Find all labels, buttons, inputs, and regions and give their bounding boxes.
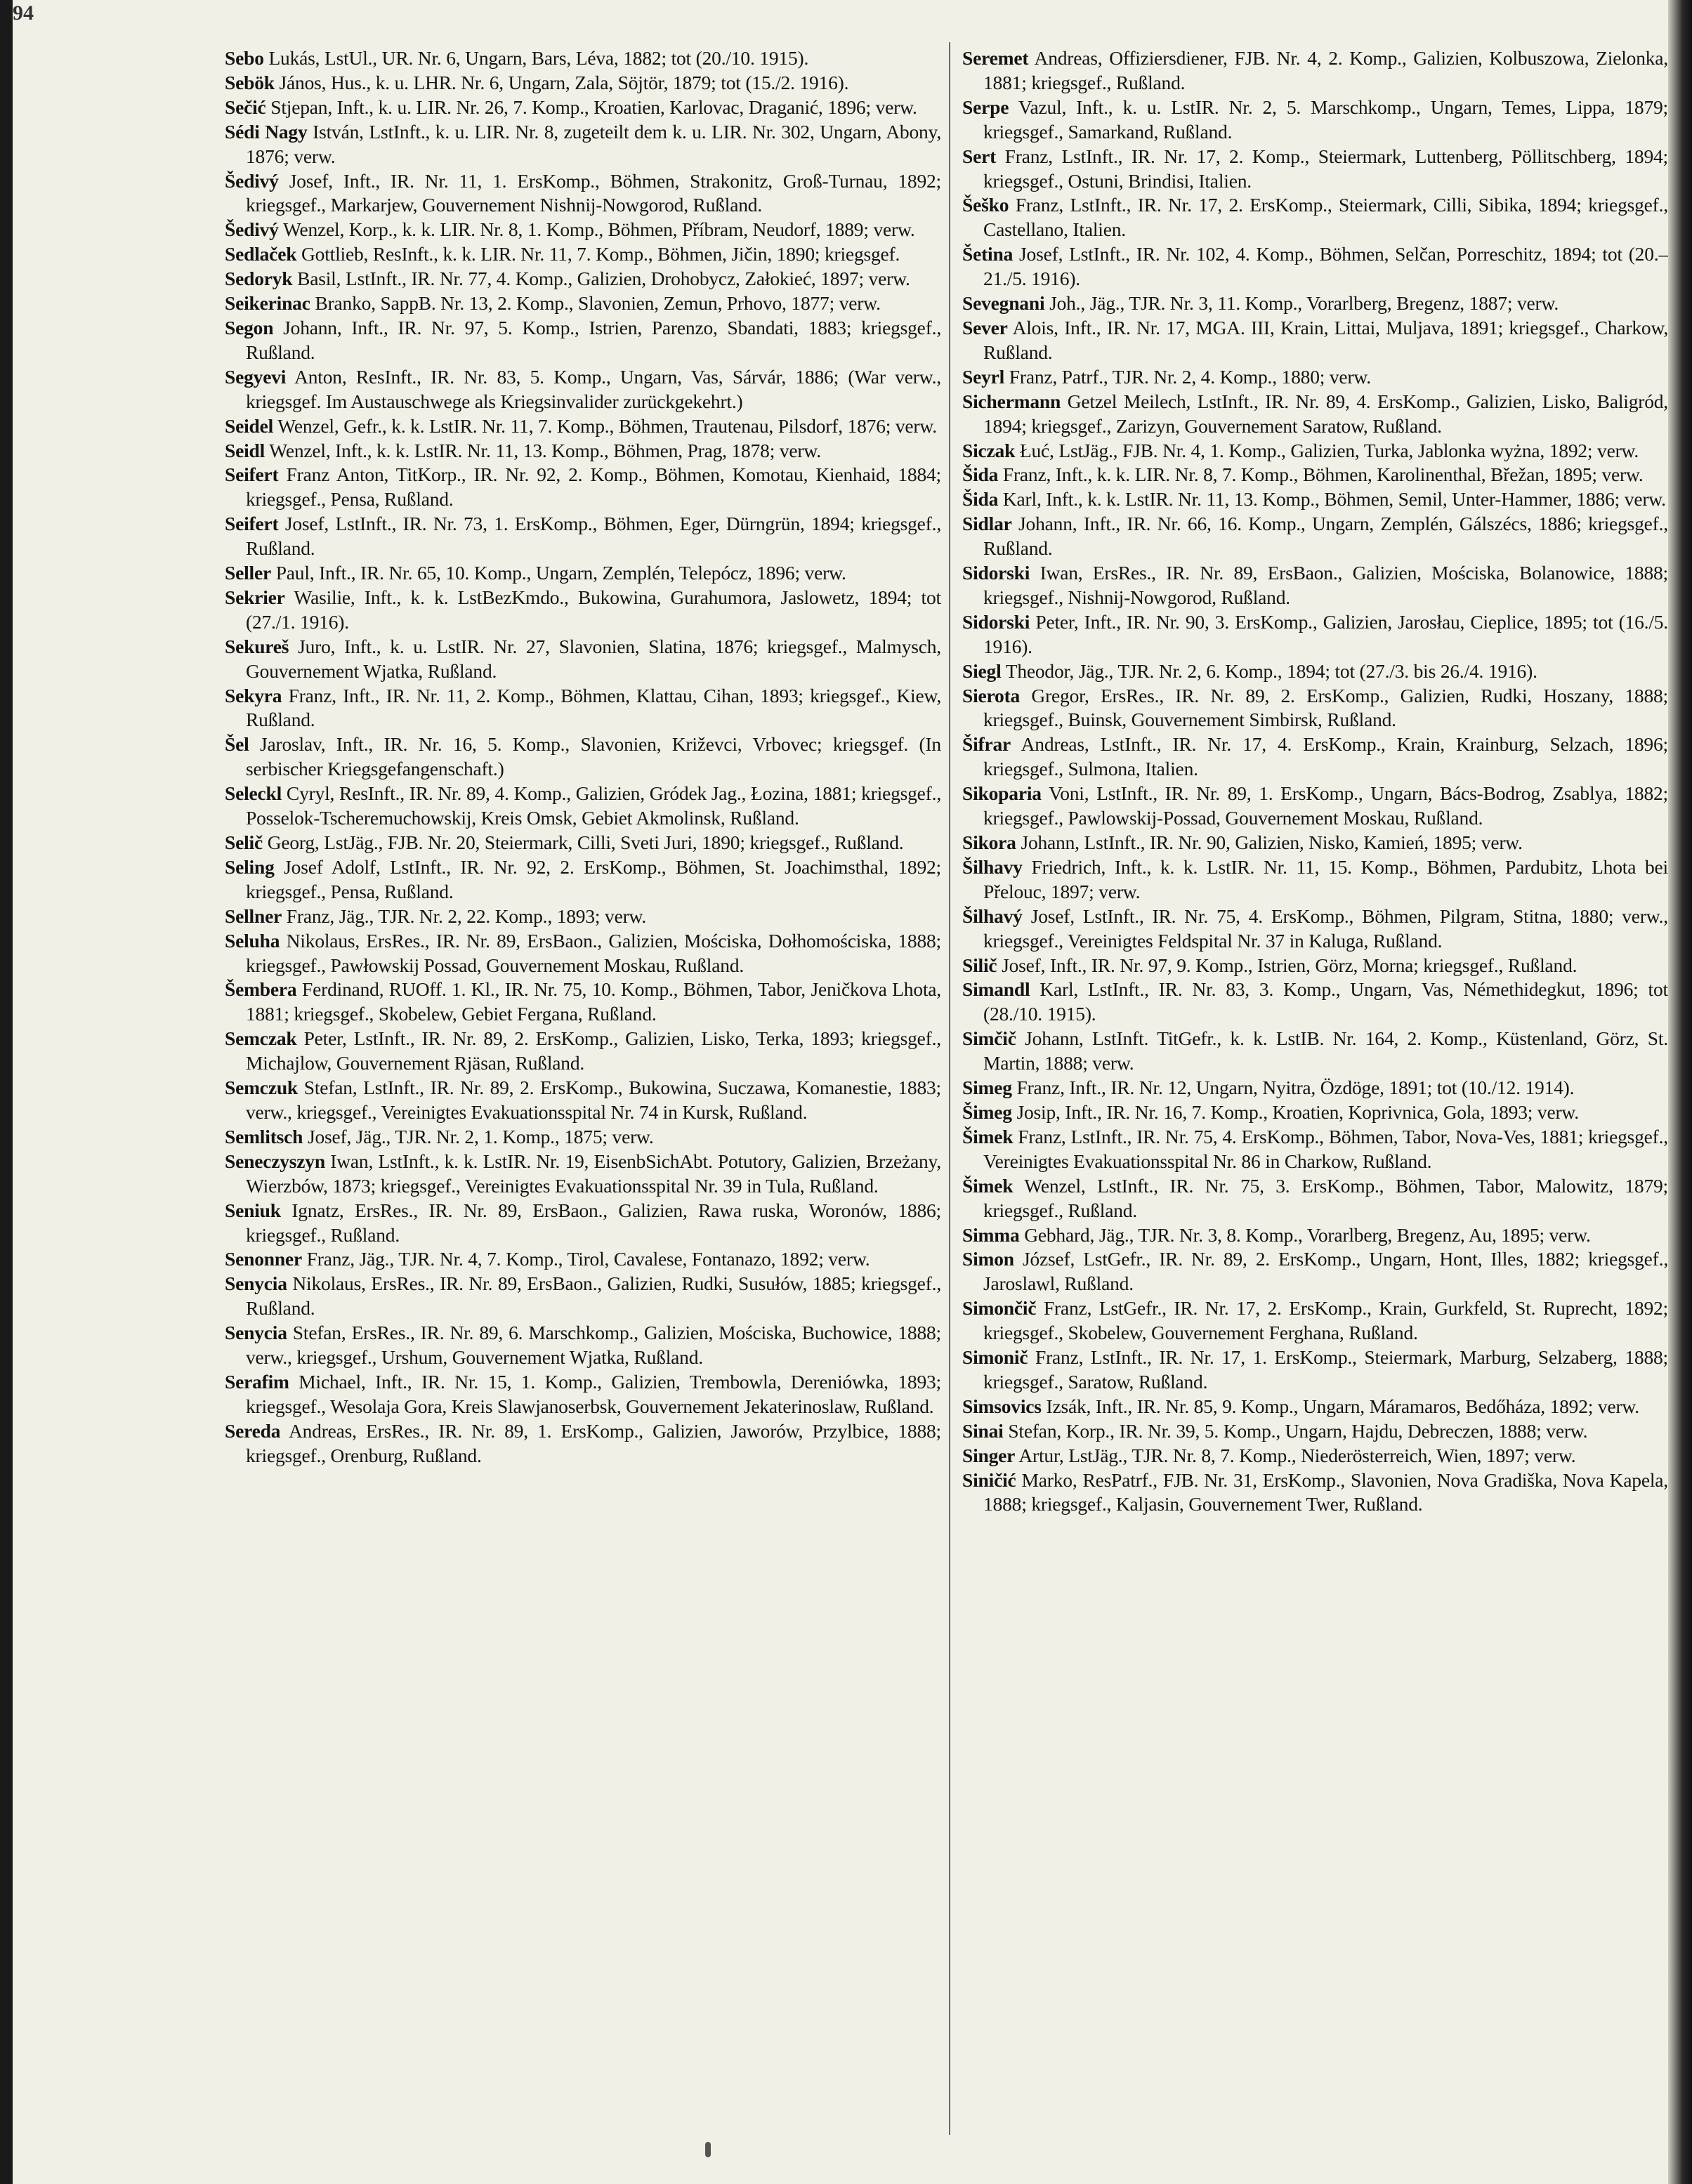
entry-details: Karl, Inft., k. k. LstIR. Nr. 11, 13. Komp., Böhmen, Semil, Unter-Hammer, 1886; verw. bbox=[1002, 488, 1666, 511]
list-entry bbox=[225, 831, 941, 855]
entry-surname: Semczuk bbox=[225, 1077, 299, 1099]
list-entry bbox=[962, 610, 1668, 659]
entry-surname: Semlitsch bbox=[225, 1125, 303, 1147]
entry-surname: Sellner bbox=[225, 904, 282, 927]
entry-details: Theodor, Jäg., TJR. Nr. 2, 6. Komp., 1894; tot (27./3. bis 26./4. 1916). bbox=[1005, 659, 1537, 682]
entry-details: Josef, LstInft., IR. Nr. 75, 4. ErsKomp., Böhmen, Pilgram, Stitna, 1880; verw., kriegsgef., Vereinigtes Feldspital Nr. 37 in Kaluga, Rußland. bbox=[983, 904, 1668, 952]
list-entry bbox=[225, 267, 941, 291]
entry-details: Vazul, Inft., k. u. LstIR. Nr. 2, 5. Marschkomp., Ungarn, Temes, Lippa, 1879; kriegsgef., Samarkand, Rußland. bbox=[983, 96, 1668, 143]
entry-details: Wenzel, Gefr., k. k. LstIR. Nr. 11, 7. Komp., Böhmen, Trautenau, Pilsdorf, 1876; verw. bbox=[277, 414, 937, 437]
entry-surname: Sečić bbox=[225, 96, 266, 118]
entry-details: Branko, SappB. Nr. 13, 2. Komp., Slavonien, Zemun, Prhovo, 1877; verw. bbox=[315, 292, 881, 315]
list-entry bbox=[962, 954, 1668, 978]
list-entry bbox=[225, 586, 941, 635]
entry-surname: Sidorski bbox=[962, 610, 1030, 633]
entry-details: Franz Anton, TitKorp., IR. Nr. 92, 2. Komp., Böhmen, Komotau, Kienhaid, 1884; kriegsgef., Pensa, Rußland. bbox=[246, 463, 941, 511]
entry-details: Wenzel, Inft., k. k. LstIR. Nr. 11, 13. Komp., Böhmen, Prag, 1878; verw. bbox=[269, 439, 821, 461]
entry-details: Nikolaus, ErsRes., IR. Nr. 89, ErsBaon., Galizien, Mościska, Dołhomościska, 1888; kriegsgef., Pawłowskij Possad, Gouvernement Moskau, Rußland. bbox=[246, 929, 941, 976]
entry-details: Johann, Inft., IR. Nr. 66, 16. Komp., Ungarn, Zemplén, Gálszécs, 1886; kriegsgef., Rußland. bbox=[983, 513, 1668, 560]
list-entry bbox=[225, 242, 941, 267]
scan-edge-right bbox=[1668, 0, 1692, 2184]
entry-details: Franz, Jäg., TJR. Nr. 2, 22. Komp., 1893; verw. bbox=[286, 904, 647, 927]
entry-surname: Simandl bbox=[962, 978, 1030, 1001]
entry-details: Josef, Inft., IR. Nr. 97, 9. Komp., Istrien, Görz, Morna; kriegsgef., Rußland. bbox=[1002, 954, 1578, 976]
list-entry bbox=[962, 1444, 1668, 1468]
entry-surname: Seniuk bbox=[225, 1199, 281, 1221]
entry-surname: Sever bbox=[962, 316, 1008, 338]
list-entry bbox=[225, 169, 941, 218]
list-entry bbox=[225, 414, 941, 439]
entry-surname: Seling bbox=[225, 855, 275, 878]
list-entry bbox=[225, 1125, 941, 1150]
entry-surname: Sekyra bbox=[225, 684, 282, 706]
entry-details: Josef, LstInft., IR. Nr. 73, 1. ErsKomp., Böhmen, Eger, Dürngrün, 1894; kriegsgef., Rußland. bbox=[246, 513, 941, 560]
entry-surname: Simčič bbox=[962, 1027, 1016, 1050]
list-entry bbox=[962, 316, 1668, 365]
entry-surname: Senonner bbox=[225, 1248, 302, 1270]
entry-details: Lukás, LstUl., UR. Nr. 6, Ungarn, Bars, Léva, 1882; tot (20./10. 1915). bbox=[268, 47, 809, 69]
list-entry bbox=[962, 1346, 1668, 1395]
entry-surname: Seidl bbox=[225, 439, 265, 461]
entry-surname: Šimek bbox=[962, 1174, 1014, 1197]
list-entry bbox=[225, 316, 941, 365]
list-entry bbox=[225, 439, 941, 463]
entry-details: Georg, LstJäg., FJB. Nr. 20, Steiermark, Cilli, Sveti Juri, 1890; kriegsgef., Rußland. bbox=[267, 831, 904, 853]
entry-surname: Seleckl bbox=[225, 782, 282, 805]
entry-details: Izsák, Inft., IR. Nr. 85, 9. Komp., Ungarn, Máramaros, Bedőháza, 1892; verw. bbox=[1046, 1395, 1639, 1417]
entry-details: Jaroslav, Inft., IR. Nr. 16, 5. Komp., Slavonien, Križevci, Vrbovec; kriegsgef. (In serbischer Kriegsgefangenschaft.) bbox=[246, 733, 941, 780]
entry-surname: Seneczyszyn bbox=[225, 1150, 325, 1172]
list-entry bbox=[225, 782, 941, 831]
entry-surname: Šedivý bbox=[225, 169, 279, 192]
list-entry bbox=[225, 1370, 941, 1419]
list-entry bbox=[225, 1321, 941, 1370]
entry-surname: Sekureš bbox=[225, 635, 289, 657]
entry-details: Stefan, LstInft., IR. Nr. 89, 2. ErsKomp., Bukowina, Suczawa, Komanestie, 1883; verw., kriegsgef., Vereinigtes Evakuationsspital Nr. 74 in Kursk, Rußland. bbox=[246, 1077, 941, 1123]
list-entry bbox=[962, 1100, 1668, 1125]
entry-details: Wenzel, LstInft., IR. Nr. 75, 3. ErsKomp., Böhmen, Tabor, Malowitz, 1879; kriegsgef., Rußland. bbox=[983, 1174, 1668, 1221]
list-entry bbox=[225, 365, 941, 414]
entry-details: Karl, LstInft., IR. Nr. 83, 3. Komp., Ungarn, Vas, Némethidegkut, 1896; tot (28./10. 1915). bbox=[983, 978, 1668, 1025]
list-entry bbox=[225, 1199, 941, 1248]
entry-surname: Šel bbox=[225, 733, 249, 756]
entry-details: Wasilie, Inft., k. k. LstBezKmdo., Bukowina, Gurahumora, Jaslowetz, 1894; tot (27./1. 1916). bbox=[246, 586, 941, 633]
entry-details: Franz, LstInft., IR. Nr. 17, 1. ErsKomp., Steiermark, Marburg, Selzaberg, 1888; kriegsgef., Saratow, Rußland. bbox=[983, 1346, 1668, 1393]
entry-details: Iwan, LstInft., k. k. LstIR. Nr. 19, EisenbSichAbt. Potutory, Galizien, Brzeżany, Wierzbów, 1873; kriegsgef., Vereinigtes Evakuationsspital Nr. 39 in Tula, Rußland. bbox=[246, 1150, 941, 1197]
entry-details: Marko, ResPatrf., FJB. Nr. 31, ErsKomp., Slavonien, Nova Gradiška, Nova Kapela, 1888; kriegsgef., Kaljasin, Gouvernement Twer, Rußland. bbox=[983, 1468, 1668, 1515]
entry-details: Stjepan, Inft., k. u. LIR. Nr. 26, 7. Komp., Kroatien, Karlovac, Draganić, 1896; verw. bbox=[270, 96, 917, 118]
entry-surname: Serpe bbox=[962, 96, 1009, 118]
entry-surname: Sekrier bbox=[225, 586, 285, 608]
entry-details: Andreas, LstInft., IR. Nr. 17, 4. ErsKomp., Krain, Krainburg, Selzach, 1896; kriegsgef., Sulmona, Italien. bbox=[983, 733, 1668, 780]
entry-details: Łuć, LstJäg., FJB. Nr. 4, 1. Komp., Galizien, Turka, Jablonka wyżna, 1892; verw. bbox=[1019, 439, 1639, 461]
entry-details: Josef Adolf, LstInft., IR. Nr. 92, 2. ErsKomp., Böhmen, St. Joachimsthal, 1892; kriegsgef., Pensa, Rußland. bbox=[246, 855, 941, 902]
entry-surname: Seremet bbox=[962, 47, 1029, 69]
entry-details: Iwan, ErsRes., IR. Nr. 89, ErsBaon., Galizien, Mościska, Bolanowice, 1888; kriegsgef., Nishnij-Nowgorod, Rußland. bbox=[983, 562, 1668, 608]
entry-surname: Seluha bbox=[225, 929, 280, 952]
list-entry bbox=[962, 1027, 1668, 1076]
list-entry bbox=[225, 732, 941, 782]
entry-surname: Seifert bbox=[225, 463, 279, 486]
list-entry bbox=[962, 390, 1668, 439]
entry-surname: Sebo bbox=[225, 47, 264, 69]
entry-details: Franz, LstInft., IR. Nr. 17, 2. ErsKomp., Steiermark, Cilli, Sibika, 1894; kriegsgef., Castellano, Italien. bbox=[983, 194, 1668, 241]
entry-details: Stefan, Korp., IR. Nr. 39, 5. Komp., Ungarn, Hajdu, Debreczen, 1888; verw. bbox=[1008, 1419, 1588, 1442]
entry-details: Franz, LstInft., IR. Nr. 17, 2. Komp., Steiermark, Luttenberg, Pöllitschberg, 1894; kriegsgef., Ostuni, Brindisi, Italien. bbox=[983, 145, 1668, 192]
entry-details: Anton, ResInft., IR. Nr. 83, 5. Komp., Ungarn, Vas, Sárvár, 1886; (War verw., kriegsgef. Im Austauschwege als Kriegsinvalider zurückgekehrt.) bbox=[246, 365, 941, 412]
list-entry bbox=[962, 978, 1668, 1027]
entry-details: Franz, Inft., IR. Nr. 11, 2. Komp., Böhmen, Klattau, Cihan, 1893; kriegsgef., Kiew, Rußland. bbox=[246, 684, 941, 731]
list-entry bbox=[962, 487, 1668, 512]
list-entry bbox=[225, 291, 941, 316]
entry-details: Voni, LstInft., IR. Nr. 89, 1. ErsKomp., Ungarn, Bács-Bodrog, Zsablya, 1882; kriegsgef., Pawlowskij-Possad, Gouvernement Moskau, Rußland. bbox=[983, 782, 1668, 829]
entry-surname: Šifrar bbox=[962, 733, 1011, 756]
entry-surname: Šida bbox=[962, 488, 999, 511]
entry-surname: Sinai bbox=[962, 1419, 1004, 1442]
entry-surname: Simončič bbox=[962, 1297, 1037, 1320]
entry-surname: Semczak bbox=[225, 1027, 297, 1050]
entry-details: Peter, Inft., IR. Nr. 90, 3. ErsKomp., Galizien, Jarosłau, Cieplice, 1895; tot (16./5. 1916). bbox=[983, 610, 1668, 657]
entry-details: Ignatz, ErsRes., IR. Nr. 89, ErsBaon., Galizien, Rawa ruska, Woronów, 1886; kriegsgef., Rußland. bbox=[246, 1199, 941, 1246]
list-entry bbox=[962, 46, 1668, 96]
list-entry bbox=[225, 1247, 941, 1272]
entry-details: Michael, Inft., IR. Nr. 15, 1. Komp., Galizien, Trembowla, Dereniówka, 1893; kriegsgef., Wesolaja Gora, Kreis Slawjanoserbsk, Gouvernement Jekaterinoslaw, Rußland. bbox=[246, 1370, 941, 1417]
entry-details: Johann, LstInft., IR. Nr. 90, Galizien, Nisko, Kamień, 1895; verw. bbox=[1021, 831, 1523, 853]
entry-surname: Sidlar bbox=[962, 513, 1012, 535]
entry-surname: Sidorski bbox=[962, 562, 1030, 584]
list-entry bbox=[225, 635, 941, 684]
entry-surname: Šembera bbox=[225, 978, 297, 1001]
entry-details: István, LstInft., k. u. LIR. Nr. 8, zugeteilt dem k. u. LIR. Nr. 302, Ungarn, Abony, 1876; verw. bbox=[246, 120, 941, 167]
entry-details: Franz, LstGefr., IR. Nr. 17, 2. ErsKomp., Krain, Gurkfeld, St. Ruprecht, 1892; kriegsgef., Skobelew, Gouvernement Ferghana, Rußland. bbox=[983, 1297, 1668, 1344]
list-entry bbox=[225, 1419, 941, 1468]
list-entry bbox=[962, 561, 1668, 610]
entry-details: Getzel Meilech, LstInft., IR. Nr. 89, 4. ErsKomp., Galizien, Lisko, Baligród, 1894; kriegsgef., Zarizyn, Gouvernement Saratow, Rußland. bbox=[983, 390, 1668, 437]
list-entry bbox=[962, 1174, 1668, 1223]
column-divider bbox=[949, 42, 950, 2135]
entry-surname: Sert bbox=[962, 145, 997, 167]
list-entry bbox=[962, 1076, 1668, 1100]
list-entry bbox=[962, 831, 1668, 855]
entry-details: Josip, Inft., IR. Nr. 16, 7. Komp., Kroatien, Koprivnica, Gola, 1893; verw. bbox=[1016, 1100, 1579, 1123]
list-entry bbox=[962, 145, 1668, 194]
entry-surname: Siničić bbox=[962, 1468, 1016, 1491]
entry-surname: Silič bbox=[962, 954, 997, 976]
entry-surname: Šimek bbox=[962, 1125, 1014, 1147]
entry-details: József, LstGefr., IR. Nr. 89, 2. ErsKomp., Ungarn, Hont, Illes, 1882; kriegsgef., Jaroslawl, Rußland. bbox=[983, 1248, 1668, 1295]
entry-details: Josef, LstInft., IR. Nr. 102, 4. Komp., Böhmen, Selčan, Porreschitz, 1894; tot (20.–21./5. 1916). bbox=[983, 243, 1668, 290]
entry-details: Gottlieb, ResInft., k. k. LIR. Nr. 11, 7. Komp., Böhmen, Jičin, 1890; kriegsgef. bbox=[301, 243, 900, 265]
list-entry bbox=[225, 1150, 941, 1199]
list-entry bbox=[962, 96, 1668, 145]
list-entry bbox=[962, 1419, 1668, 1444]
list-entry bbox=[962, 782, 1668, 831]
entry-surname: Selič bbox=[225, 831, 263, 853]
entry-details: Josef, Inft., IR. Nr. 11, 1. ErsKomp., Böhmen, Strakonitz, Groß-Turnau, 1892; kriegsgef., Markarjew, Gouvernement Nishnij-Nowgorod, Rußland. bbox=[246, 169, 941, 216]
list-entry bbox=[225, 120, 941, 169]
list-entry bbox=[225, 1272, 941, 1321]
entry-details: Basil, LstInft., IR. Nr. 77, 4. Komp., Galizien, Drohobycz, Załokieć, 1897; verw. bbox=[297, 268, 910, 290]
scan-mark bbox=[705, 2142, 711, 2157]
list-entry bbox=[225, 561, 941, 586]
entry-surname: Šedivý bbox=[225, 218, 279, 241]
entry-surname: Simeg bbox=[962, 1077, 1012, 1099]
entry-surname: Senycia bbox=[225, 1322, 287, 1344]
right-column bbox=[962, 46, 1668, 2146]
entry-details: János, Hus., k. u. LHR. Nr. 6, Ungarn, Zala, Söjtör, 1879; tot (15./2. 1916). bbox=[279, 71, 849, 93]
entry-surname: Senycia bbox=[225, 1272, 287, 1295]
left-column bbox=[225, 46, 941, 2146]
list-entry bbox=[225, 46, 941, 71]
entry-details: Peter, LstInft., IR. Nr. 89, 2. ErsKomp., Galizien, Lisko, Terka, 1893; kriegsgef., Michajlow, Gouvernement Rjäsan, Rußland. bbox=[246, 1027, 941, 1074]
list-entry bbox=[962, 291, 1668, 316]
entry-surname: Siczak bbox=[962, 439, 1016, 461]
entry-details: Gregor, ErsRes., IR. Nr. 89, 2. ErsKomp., Galizien, Rudki, Hoszany, 1888; kriegsgef., Buinsk, Gouvernement Simbirsk, Rußland. bbox=[983, 684, 1668, 731]
entry-details: Joh., Jäg., TJR. Nr. 3, 11. Komp., Vorarlberg, Bregenz, 1887; verw. bbox=[1049, 292, 1559, 315]
entry-details: Franz, LstInft., IR. Nr. 75, 4. ErsKomp., Böhmen, Tabor, Nova-Ves, 1881; kriegsgef., Vereinigtes Evakuationsspital Nr. 86 in Charkow, Rußland. bbox=[983, 1125, 1668, 1172]
list-entry bbox=[225, 978, 941, 1027]
entry-surname: Sierota bbox=[962, 684, 1021, 706]
entry-surname: Šilhavy bbox=[962, 855, 1023, 878]
entry-surname: Sédi Nagy bbox=[225, 120, 308, 143]
list-entry bbox=[225, 463, 941, 512]
entry-surname: Šimeg bbox=[962, 1100, 1012, 1123]
list-entry bbox=[962, 1296, 1668, 1346]
list-entry bbox=[962, 1125, 1668, 1174]
entry-details: Franz, Inft., k. k. LIR. Nr. 8, 7. Komp., Böhmen, Karolinenthal, Břežan, 1895; verw. bbox=[1002, 463, 1644, 486]
entry-surname: Seifert bbox=[225, 513, 279, 535]
list-entry bbox=[225, 684, 941, 733]
list-entry bbox=[225, 1027, 941, 1076]
entry-surname: Sikora bbox=[962, 831, 1016, 853]
list-entry bbox=[962, 463, 1668, 487]
list-entry bbox=[962, 439, 1668, 463]
list-entry bbox=[962, 1395, 1668, 1419]
list-entry bbox=[225, 904, 941, 929]
entry-details: Artur, LstJäg., TJR. Nr. 8, 7. Komp., Niederösterreich, Wien, 1897; verw. bbox=[1018, 1444, 1576, 1466]
list-entry bbox=[962, 365, 1668, 390]
entry-surname: Šetina bbox=[962, 243, 1014, 265]
entry-surname: Simma bbox=[962, 1223, 1020, 1246]
entry-surname: Sedlaček bbox=[225, 243, 297, 265]
entry-surname: Simon bbox=[962, 1248, 1014, 1270]
entry-details: Andreas, Offiziersdiener, FJB. Nr. 4, 2. Komp., Galizien, Kolbuszowa, Zielonka, 1881; kriegsgef., Rußland. bbox=[983, 47, 1668, 93]
entry-surname: Šilhavý bbox=[962, 904, 1023, 927]
list-entry bbox=[225, 96, 941, 120]
entry-surname: Šida bbox=[962, 463, 999, 486]
entry-details: Wenzel, Korp., k. k. LIR. Nr. 8, 1. Komp., Böhmen, Příbram, Neudorf, 1889; verw. bbox=[282, 218, 915, 241]
entry-surname: Segon bbox=[225, 316, 274, 338]
list-entry bbox=[962, 904, 1668, 954]
entry-details: Ferdinand, RUOff. 1. Kl., IR. Nr. 75, 10. Komp., Böhmen, Tabor, Jeničkova Lhota, 1881; kriegsgef., Skobelew, Gebiet Fergana, Rußland. bbox=[246, 978, 941, 1025]
entry-surname: Seller bbox=[225, 562, 271, 584]
entry-details: Franz, Patrf., TJR. Nr. 2, 4. Komp., 1880; verw. bbox=[1009, 365, 1371, 388]
entry-details: Alois, Inft., IR. Nr. 17, MGA. III, Krain, Littai, Muljava, 1891; kriegsgef., Charkow, Rußland. bbox=[983, 316, 1668, 363]
list-entry bbox=[225, 929, 941, 978]
list-entry bbox=[962, 732, 1668, 782]
list-entry bbox=[962, 1247, 1668, 1296]
entry-details: Nikolaus, ErsRes., IR. Nr. 89, ErsBaon., Galizien, Rudki, Susułów, 1885; kriegsgef., Rußland. bbox=[246, 1272, 941, 1320]
entry-details: Franz, Inft., IR. Nr. 12, Ungarn, Nyitra, Özdöge, 1891; tot (10./12. 1914). bbox=[1016, 1077, 1575, 1099]
entry-surname: Simsovics bbox=[962, 1395, 1042, 1417]
entry-surname: Serafim bbox=[225, 1370, 289, 1393]
list-entry bbox=[962, 855, 1668, 904]
list-entry bbox=[962, 242, 1668, 291]
list-entry bbox=[225, 1076, 941, 1125]
list-entry bbox=[225, 218, 941, 242]
entry-details: Gebhard, Jäg., TJR. Nr. 3, 8. Komp., Vorarlberg, Bregenz, Au, 1895; verw. bbox=[1024, 1223, 1591, 1246]
entry-details: Andreas, ErsRes., IR. Nr. 89, 1. ErsKomp., Galizien, Jaworów, Przylbice, 1888; kriegsgef., Orenburg, Rußland. bbox=[246, 1419, 941, 1466]
list-entry bbox=[962, 684, 1668, 733]
entry-surname: Simonič bbox=[962, 1346, 1028, 1369]
entry-details: Stefan, ErsRes., IR. Nr. 89, 6. Marschkomp., Galizien, Mościska, Buchowice, 1888; verw., kriegsgef., Urshum, Gouvernement Wjatka, Rußland. bbox=[246, 1322, 941, 1369]
entry-details: Paul, Inft., IR. Nr. 65, 10. Komp., Ungarn, Zemplén, Telepócz, 1896; verw. bbox=[275, 562, 846, 584]
list-entry bbox=[225, 512, 941, 561]
entry-surname: Sevegnani bbox=[962, 292, 1045, 315]
scan-edge-left bbox=[0, 0, 13, 2184]
entry-surname: Sichermann bbox=[962, 390, 1061, 412]
entry-details: Josef, Jäg., TJR. Nr. 2, 1. Komp., 1875; verw. bbox=[307, 1125, 654, 1147]
entry-surname: Segyevi bbox=[225, 365, 287, 388]
entry-surname: Seyrl bbox=[962, 365, 1005, 388]
entry-surname: Šeško bbox=[962, 194, 1009, 216]
page-number: 94 bbox=[13, 1, 34, 25]
entry-surname: Sebök bbox=[225, 71, 275, 93]
entry-details: Franz, Jäg., TJR. Nr. 4, 7. Komp., Tirol, Cavalese, Fontanazo, 1892; verw. bbox=[306, 1248, 870, 1270]
entry-details: Johann, LstInft. TitGefr., k. k. LstIB. Nr. 164, 2. Komp., Küstenland, Görz, St. Martin, 1888; verw. bbox=[983, 1027, 1668, 1074]
list-entry bbox=[225, 855, 941, 904]
entry-surname: Sedoryk bbox=[225, 268, 293, 290]
entry-surname: Siegl bbox=[962, 659, 1002, 682]
entry-surname: Sereda bbox=[225, 1419, 281, 1442]
list-entry bbox=[962, 512, 1668, 561]
list-entry bbox=[962, 1468, 1668, 1518]
entry-details: Friedrich, Inft., k. k. LstIR. Nr. 11, 15. Komp., Böhmen, Pardubitz, Lhota bei Přelouc, 1897; verw. bbox=[983, 855, 1668, 902]
entry-surname: Seidel bbox=[225, 414, 274, 437]
list-entry bbox=[962, 1223, 1668, 1248]
list-entry bbox=[225, 71, 941, 96]
list-entry bbox=[962, 193, 1668, 242]
entry-details: Johann, Inft., IR. Nr. 97, 5. Komp., Istrien, Parenzo, Sbandati, 1883; kriegsgef., Rußland. bbox=[246, 316, 941, 363]
list-entry bbox=[962, 659, 1668, 684]
entry-surname: Sikoparia bbox=[962, 782, 1042, 805]
entry-details: Cyryl, ResInft., IR. Nr. 89, 4. Komp., Galizien, Gródek Jag., Łozina, 1881; kriegsgef., Posselok-Tscheremuchowskij, Kreis Omsk, Gebiet Akmolinsk, Rußland. bbox=[246, 782, 941, 829]
entry-surname: Singer bbox=[962, 1444, 1016, 1466]
entry-details: Juro, Inft., k. u. LstIR. Nr. 27, Slavonien, Slatina, 1876; kriegsgef., Malmysch, Gouvernement Wjatka, Rußland. bbox=[246, 635, 941, 682]
entry-surname: Seikerinac bbox=[225, 292, 310, 315]
